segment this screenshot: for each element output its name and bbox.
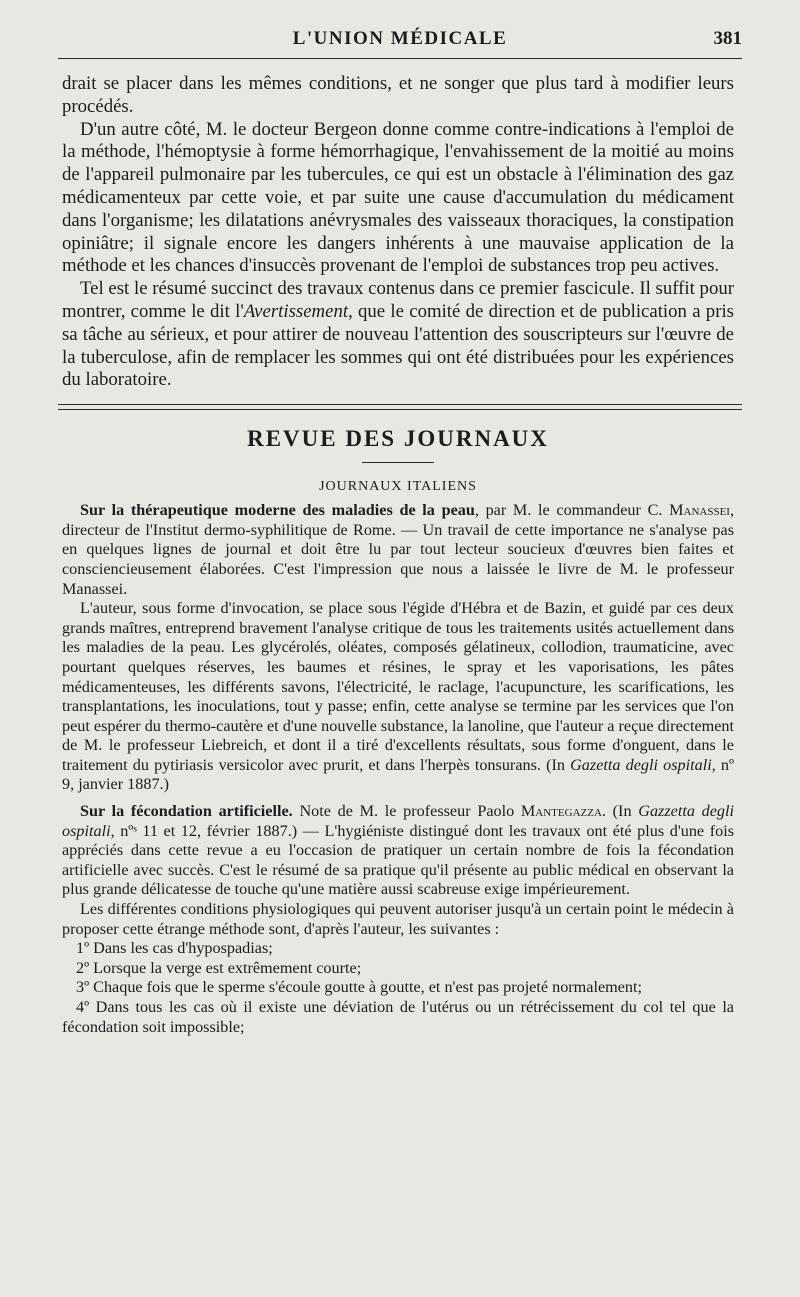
- article-1-p2-text-b: , nº 9, janvier 1887.): [62, 755, 735, 794]
- running-title: L'UNION MÉDICALE: [292, 28, 508, 49]
- section-separator: [58, 404, 742, 410]
- article-2-author: Mantegazza: [520, 802, 602, 821]
- article-1-p2-text-a: L'auteur, sous forme d'invocation, se place sous l'égide d'Hébra et de Bazin, et guidé par ces deux grands maîtres, entreprend bravement l'analyse critique de tous les traitements usités actuellement dans les maladies de la peau. Les glycérolés, oléates, composés gélatineux, collodion, traumaticine, avec pourtant quelques réserves, les baumes et résines, le spray et les vaporisations, les pâtes médicamenteuses, les différents savons, l'électricité, le raclage, l'acupuncture, les scarifications, les transplantations, les inoculations, tout y passe; enfin, cette analyse se termine par les services que l'on peut espérer du thermo-cautère et d'une nouvelle substance, la lanoline, que l'auteur a reçue directement de M. le professeur Liebreich, et dont il a tiré d'excellents résultats, sous forme d'onguent, dans le traitement du pytiriasis versicolor avec prurit, et dans l'herpès tonsurans. (In: [62, 599, 734, 774]
- intro-text: [62, 73, 734, 392]
- list-item: 4º Dans tous les cas où il existe une déviation de l'utérus ou un rétrécissement du col tel que la fécondation soit impossible;: [62, 998, 734, 1036]
- intro-paragraph-2: D'un autre côté, M. le docteur Bergeon donne comme contre-indications à l'emploi de la méthode, l'hémoptysie à forme hémorrhagique, l'envahissement de la moitié au moins de l'appareil pulmonaire par les tubercules, ce qui est un obstacle à l'élimination des gaz médicamenteux par cette voie, et par suite une cause d'accumulation du médicament dans l'organisme; les dilatations anévrysmales des vaisseaux thoraciques, la constipation opiniâtre; il signale encore les dangers inhérents à une mauvaise application de la méthode et les chances d'insuccès provenant de l'emploi de substances trop peu actives.: [62, 118, 734, 277]
- article-1-byline-b: , directeur de l'Institut dermo-syphilitique de Rome. — Un travail de cette importance ne s'analyse pas en quelques lignes de journal et doit être lu par tout lecteur soucieux d'œuvres bien faites et consciencieusement élaborées. C'est l'impression que nous a laissée le livre de M. le professeur Manassei.: [62, 501, 734, 598]
- reviews: [62, 501, 734, 1037]
- running-head: [58, 0, 742, 59]
- article-2-byline-a: Note de M. le professeur Paolo: [292, 802, 521, 821]
- title-rule: [362, 462, 434, 463]
- article-1-title: Sur la thérapeutique moderne des maladies de la peau: [80, 501, 475, 520]
- intro-p3-text-a: Tel est le résumé succinct des travaux contenus dans ce premier fascicule. Il suffit pour montrer, comme le dit l': [62, 278, 734, 322]
- article-2-byline-c: , nºˢ 11 et 12, février 1887.) — L'hygiéniste distingué dont les travaux ont été plus d'une fois appréciés dans cette revue a eu l'occasion de pratiquer un certain nombre de fois la fécondation artificielle avec succès. C'est le résumé de sa pratique qu'il présente au public médical en observant la plus grande délicatesse de touche qu'une matière aussi scabreuse exige impérieurement.: [62, 821, 734, 899]
- article-1-author: Manassei: [669, 501, 730, 520]
- list-item: 3º Chaque fois que le sperme s'écoule goutte à goutte, et n'est pas projeté normalement;: [76, 978, 643, 997]
- article-1-byline-a: , par M. le commandeur C.: [474, 501, 670, 520]
- list-item: 2º Lorsque la verge est extrêmement courte;: [76, 958, 362, 977]
- article-2-byline-b: . (In: [601, 802, 639, 821]
- article-2-paragraph-2: Les différentes conditions physiologiques qui peuvent autoriser jusqu'à un certain point le médecin à proposer cette étrange méthode sont, d'après l'auteur, les suivantes :: [62, 900, 734, 938]
- article-1-paragraph-2: [62, 599, 734, 795]
- section-title: REVUE DES JOURNAUX: [247, 426, 549, 452]
- article-1-paragraph-1: [62, 501, 734, 599]
- intro-p3-text-b: , que le comité de direction et de publication a pris sa tâche au sérieux, et pour attirer de nouveau l'attention des souscripteurs sur l'œuvre de la tuberculose, afin de remplacer les sommes qui ont été distribuées pour les expériences du laboratoire.: [62, 300, 734, 391]
- list-item: 1º Dans les cas d'hypospadias;: [76, 939, 273, 958]
- intro-paragraph-1: drait se placer dans les mêmes conditions, et ne songer que plus tard à modifier leurs procédés.: [62, 73, 734, 117]
- section-subtitle: JOURNAUX ITALIENS: [319, 479, 477, 495]
- article-1-journal: Gazetta degli ospitali: [570, 755, 712, 774]
- conditions-list: [62, 939, 734, 1037]
- intro-paragraph-3: [62, 278, 734, 392]
- article-2-title: Sur la fécondation artificielle.: [80, 802, 293, 821]
- page-number: 381: [713, 28, 742, 49]
- article-2-journal: Gazzetta degli ospitali: [62, 802, 735, 840]
- intro-p3-italic: Avertissement: [243, 300, 349, 322]
- article-2-paragraph-1: [62, 802, 734, 900]
